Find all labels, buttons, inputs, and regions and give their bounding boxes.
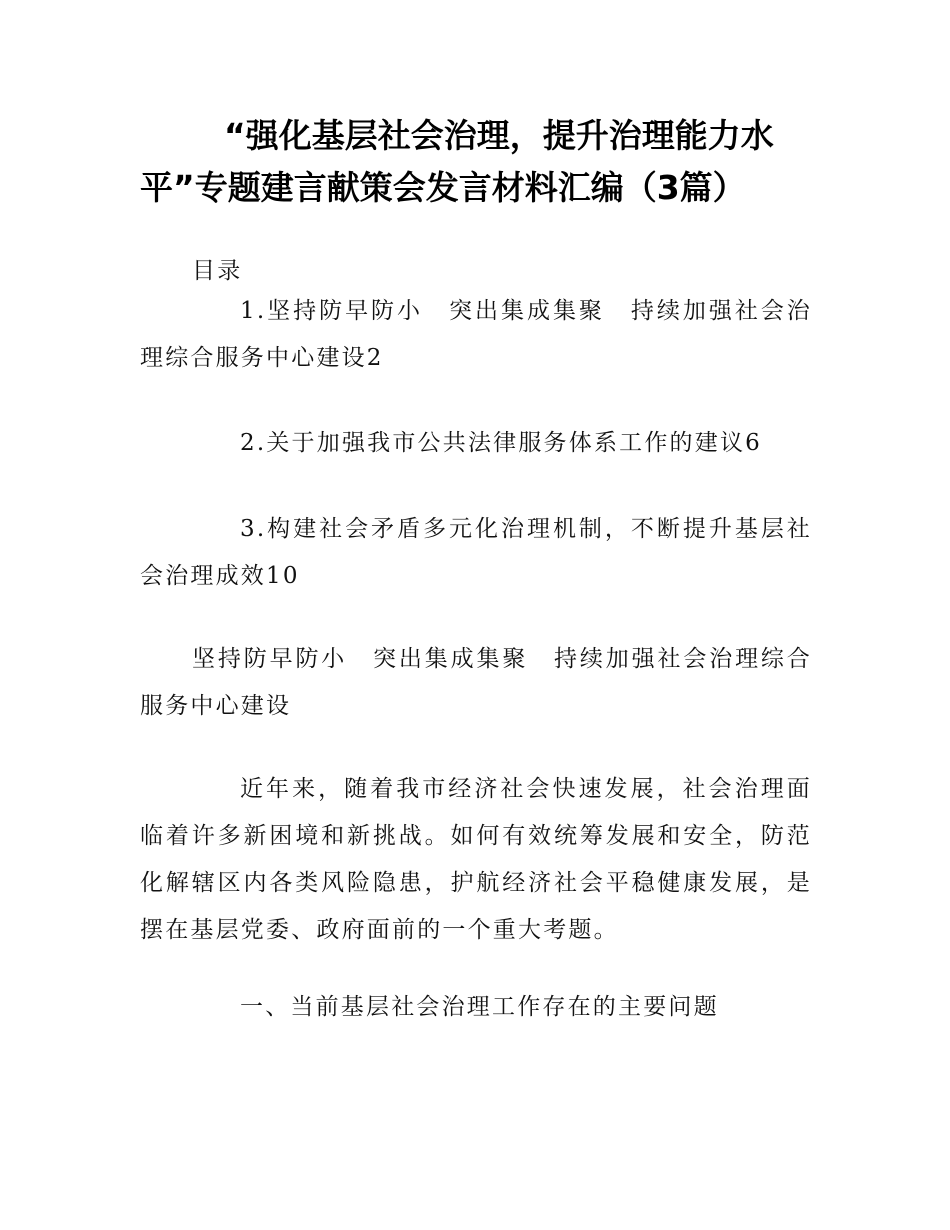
article-title: 坚持防早防小 突出集成集聚 持续加强社会治理综合服务中心建设 [140,646,812,719]
toc-heading: 目录 [192,258,243,284]
document-title: “强化基层社会治理，提升治理能力水平”专题建言献策会发言材料汇编（3篇） [140,116,774,207]
toc-item-3: 3.构建社会矛盾多元化治理机制，不断提升基层社会治理成效10 [140,516,812,589]
toc-item-2: 2.关于加强我市公共法律服务体系工作的建议6 [240,430,762,456]
section-heading: 一、当前基层社会治理工作存在的主要问题 [240,994,719,1020]
toc-item-1: 1.坚持防早防小 突出集成集聚 持续加强社会治理综合服务中心建设2 [140,298,812,371]
intro-paragraph: 近年来，随着我市经济社会快速发展，社会治理面临着许多新困境和新挑战。如何有效统筹发展和安全，防范化解辖区内各类风险隐患，护航经济社会平稳健康发展，是摆在基层党委、政府面前的一个重大考题。 [140,776,812,943]
